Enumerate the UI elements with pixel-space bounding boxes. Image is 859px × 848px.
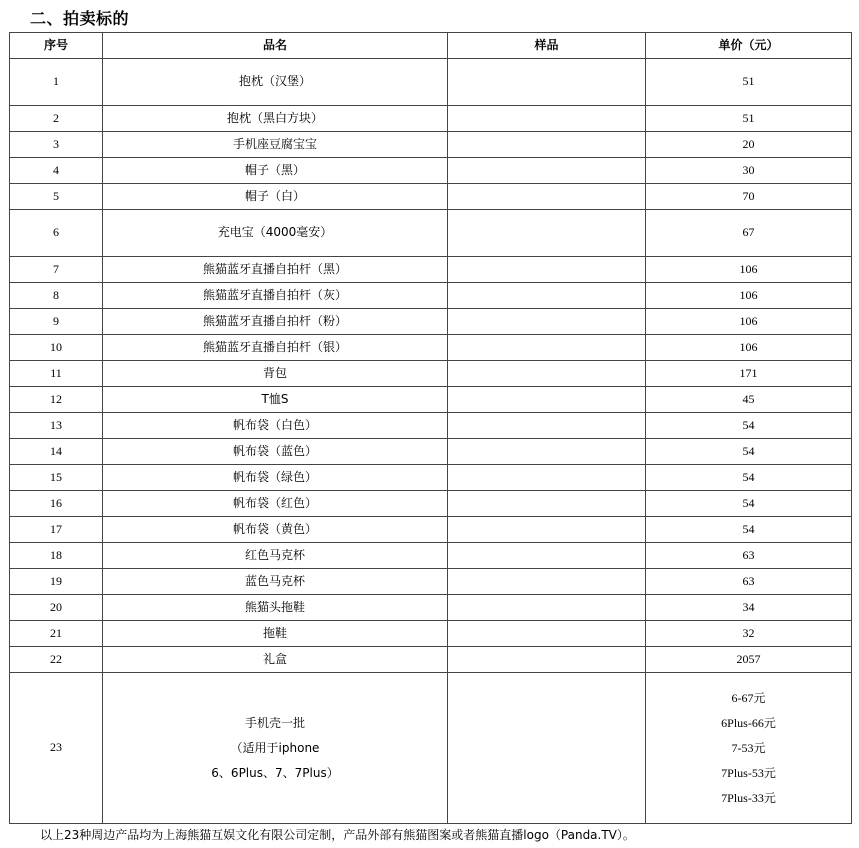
cell-sample xyxy=(448,361,646,387)
cell-no: 2 xyxy=(10,106,103,132)
table-row xyxy=(10,569,852,595)
table-row xyxy=(10,543,852,569)
cell-name: 帆布袋（白色） xyxy=(103,413,448,439)
cell-name: 熊猫蓝牙直播自拍杆（黑） xyxy=(103,257,448,283)
cell-sample xyxy=(448,59,646,106)
cell-sample xyxy=(448,595,646,621)
cell-name-line: 手机壳一批 xyxy=(244,715,305,730)
table-row xyxy=(10,439,852,465)
cell-name-line: 6、6Plus、7、7Plus） xyxy=(211,765,339,780)
cell-price-line: 7-53元 xyxy=(731,740,766,755)
cell-price: 54 xyxy=(646,491,852,517)
header-name: 品名 xyxy=(103,33,448,59)
cell-no: 5 xyxy=(10,184,103,210)
cell-price-line: 7Plus-33元 xyxy=(721,790,776,805)
cell-sample xyxy=(448,158,646,184)
cell-price: 54 xyxy=(646,439,852,465)
header-sample: 样品 xyxy=(448,33,646,59)
table-row xyxy=(10,59,852,106)
cell-sample xyxy=(448,647,646,673)
cell-price: 30 xyxy=(646,158,852,184)
table-row xyxy=(10,158,852,184)
cell-name: 背包 xyxy=(103,361,448,387)
cell-sample xyxy=(448,439,646,465)
cell-name-line: （适用于iphone xyxy=(230,740,320,755)
table-row xyxy=(10,517,852,543)
cell-price: 54 xyxy=(646,465,852,491)
table-row xyxy=(10,647,852,673)
cell-price: 63 xyxy=(646,543,852,569)
table-body xyxy=(10,59,852,824)
section-title: 二、拍卖标的 xyxy=(30,9,130,28)
cell-price: 54 xyxy=(646,517,852,543)
cell-price: 51 xyxy=(646,59,852,106)
cell-no: 16 xyxy=(10,491,103,517)
table-row xyxy=(10,257,852,283)
cell-price: 51 xyxy=(646,106,852,132)
cell-sample xyxy=(448,184,646,210)
cell-name: 手机座豆腐宝宝 xyxy=(103,132,448,158)
cell-price: 34 xyxy=(646,595,852,621)
cell-no: 15 xyxy=(10,465,103,491)
table-row xyxy=(10,595,852,621)
cell-name: 帆布袋（红色） xyxy=(103,491,448,517)
header-price: 单价（元） xyxy=(646,33,852,59)
cell-no: 19 xyxy=(10,569,103,595)
cell-name: 拖鞋 xyxy=(103,621,448,647)
table-header-row xyxy=(10,33,852,59)
cell-sample xyxy=(448,210,646,257)
table-row xyxy=(10,673,852,824)
table-row xyxy=(10,309,852,335)
cell-no: 13 xyxy=(10,413,103,439)
cell-no: 20 xyxy=(10,595,103,621)
cell-price: 54 xyxy=(646,413,852,439)
table-row xyxy=(10,106,852,132)
cell-no: 23 xyxy=(10,673,103,824)
cell-name: 蓝色马克杯 xyxy=(103,569,448,595)
cell-no: 14 xyxy=(10,439,103,465)
cell-no: 9 xyxy=(10,309,103,335)
table-row xyxy=(10,621,852,647)
cell-name: 红色马克杯 xyxy=(103,543,448,569)
cell-no: 10 xyxy=(10,335,103,361)
cell-no: 11 xyxy=(10,361,103,387)
cell-price: 106 xyxy=(646,309,852,335)
cell-price-line: 7Plus-53元 xyxy=(721,765,776,780)
cell-sample xyxy=(448,465,646,491)
cell-price xyxy=(646,673,852,824)
cell-name: 帆布袋（黄色） xyxy=(103,517,448,543)
cell-sample xyxy=(448,309,646,335)
cell-sample xyxy=(448,413,646,439)
table-row xyxy=(10,335,852,361)
table-row xyxy=(10,283,852,309)
cell-sample xyxy=(448,673,646,824)
cell-no: 18 xyxy=(10,543,103,569)
cell-name: 帽子（白） xyxy=(103,184,448,210)
cell-name: 抱枕（黑白方块） xyxy=(103,106,448,132)
footnote: 以上23种周边产品均为上海熊猫互娱文化有限公司定制，产品外部有熊猫图案或者熊猫直播logo（Panda.TV）。 xyxy=(40,828,635,842)
table-row xyxy=(10,361,852,387)
cell-sample xyxy=(448,543,646,569)
table-row xyxy=(10,184,852,210)
cell-price: 20 xyxy=(646,132,852,158)
cell-sample xyxy=(448,387,646,413)
cell-price: 67 xyxy=(646,210,852,257)
cell-name: 帽子（黑） xyxy=(103,158,448,184)
cell-price: 63 xyxy=(646,569,852,595)
cell-sample xyxy=(448,491,646,517)
table-row xyxy=(10,413,852,439)
cell-name: 熊猫头拖鞋 xyxy=(103,595,448,621)
cell-name: 熊猫蓝牙直播自拍杆（银） xyxy=(103,335,448,361)
cell-sample xyxy=(448,283,646,309)
cell-no: 6 xyxy=(10,210,103,257)
cell-price-line: 6-67元 xyxy=(731,690,766,705)
cell-no: 17 xyxy=(10,517,103,543)
cell-name: 熊猫蓝牙直播自拍杆（灰） xyxy=(103,283,448,309)
cell-no: 3 xyxy=(10,132,103,158)
cell-no: 12 xyxy=(10,387,103,413)
cell-price: 171 xyxy=(646,361,852,387)
cell-name xyxy=(103,673,448,824)
cell-no: 1 xyxy=(10,59,103,106)
cell-name: 抱枕（汉堡） xyxy=(103,59,448,106)
cell-price: 106 xyxy=(646,257,852,283)
cell-no: 4 xyxy=(10,158,103,184)
table-row xyxy=(10,210,852,257)
cell-name: T恤S xyxy=(103,387,448,413)
cell-name: 帆布袋（绿色） xyxy=(103,465,448,491)
cell-sample xyxy=(448,569,646,595)
cell-no: 8 xyxy=(10,283,103,309)
cell-price-line: 6Plus-66元 xyxy=(721,715,776,730)
auction-items-table xyxy=(9,32,852,824)
table-row xyxy=(10,132,852,158)
cell-price: 32 xyxy=(646,621,852,647)
cell-name: 熊猫蓝牙直播自拍杆（粉） xyxy=(103,309,448,335)
cell-price: 70 xyxy=(646,184,852,210)
cell-price: 106 xyxy=(646,335,852,361)
cell-name: 礼盒 xyxy=(103,647,448,673)
cell-sample xyxy=(448,132,646,158)
cell-name: 充电宝（4000毫安） xyxy=(103,210,448,257)
cell-sample xyxy=(448,517,646,543)
cell-price: 2057 xyxy=(646,647,852,673)
table-row xyxy=(10,465,852,491)
cell-name: 帆布袋（蓝色） xyxy=(103,439,448,465)
cell-price: 45 xyxy=(646,387,852,413)
table-row xyxy=(10,491,852,517)
cell-sample xyxy=(448,257,646,283)
cell-sample xyxy=(448,621,646,647)
cell-no: 22 xyxy=(10,647,103,673)
cell-no: 7 xyxy=(10,257,103,283)
cell-price: 106 xyxy=(646,283,852,309)
cell-sample xyxy=(448,335,646,361)
table-row xyxy=(10,387,852,413)
cell-no: 21 xyxy=(10,621,103,647)
cell-sample xyxy=(448,106,646,132)
header-no: 序号 xyxy=(10,33,103,59)
